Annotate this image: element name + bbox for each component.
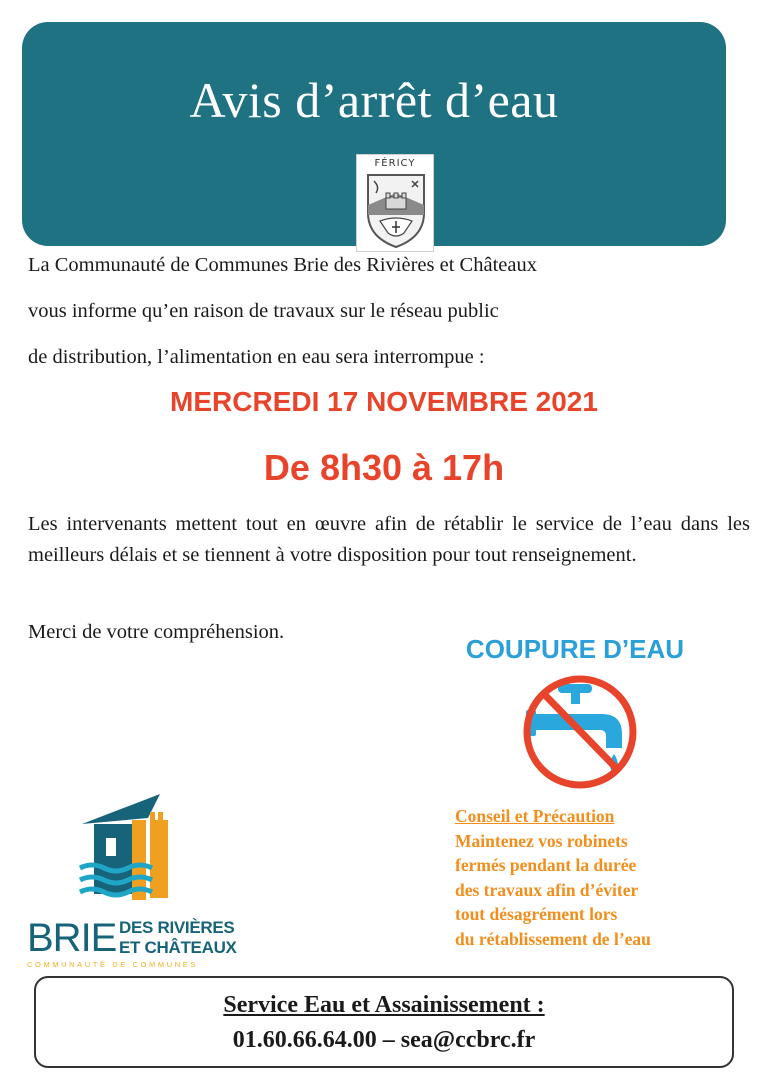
logo-brie: BRIE: [27, 916, 117, 960]
advice-block: [455, 804, 745, 951]
outage-hours: De 8h30 à 17h: [263, 447, 505, 488]
logo-subtitle: [119, 918, 237, 958]
intro-paragraph: [28, 242, 728, 380]
header-banner: [22, 22, 726, 246]
advice-line: du rétablissement de l’eau: [455, 928, 651, 949]
town-crest: [356, 154, 434, 252]
page-title: Avis d’arrêt d’eau: [189, 72, 559, 128]
logo-tagline: COMMUNAUTÉ DE COMMUNES: [27, 960, 198, 969]
coat-of-arms-icon: [364, 171, 428, 249]
coupure-title: COUPURE D’EAU: [465, 634, 685, 664]
advice-line: tout désagrément lors: [455, 904, 618, 924]
intro-line: vous informe qu’en raison de travaux sur le réseau public: [28, 300, 499, 322]
outage-date: MERCREDI 17 NOVEMBRE 2021: [170, 386, 598, 417]
advice-line: fermés pendant la durée: [455, 855, 637, 875]
castle-waves-logo-icon: [70, 790, 186, 914]
logo-line: ET CHÂTEAUX: [119, 938, 237, 957]
contact-details: 01.60.66.64.00 – sea@ccbrc.fr: [232, 1027, 536, 1053]
advice-title: Conseil et Précaution: [455, 806, 615, 826]
advice-line: Maintenez vos robinets: [455, 830, 628, 851]
logo-line: DES RIVIÈRES: [119, 918, 235, 937]
advice-line: des travaux afin d’éviter: [455, 879, 639, 900]
contact-box: [34, 976, 734, 1068]
intro-line: La Communauté de Communes Brie des Rivières et Châteaux: [28, 254, 537, 276]
no-water-tap-icon: [518, 670, 642, 794]
body-paragraph: Les intervenants mettent tout en œuvre afin de rétablir le service de l’eau dans les meilleurs délais et se tiennent à votre disposition pour tout renseignement.: [28, 513, 750, 566]
contact-title: Service Eau et Assainissement :: [223, 992, 545, 1018]
thanks-text: Merci de votre compréhension.: [28, 621, 285, 643]
intro-line: de distribution, l’alimentation en eau sera interrompue :: [28, 346, 485, 368]
crest-name: FÉRICY: [374, 158, 416, 169]
